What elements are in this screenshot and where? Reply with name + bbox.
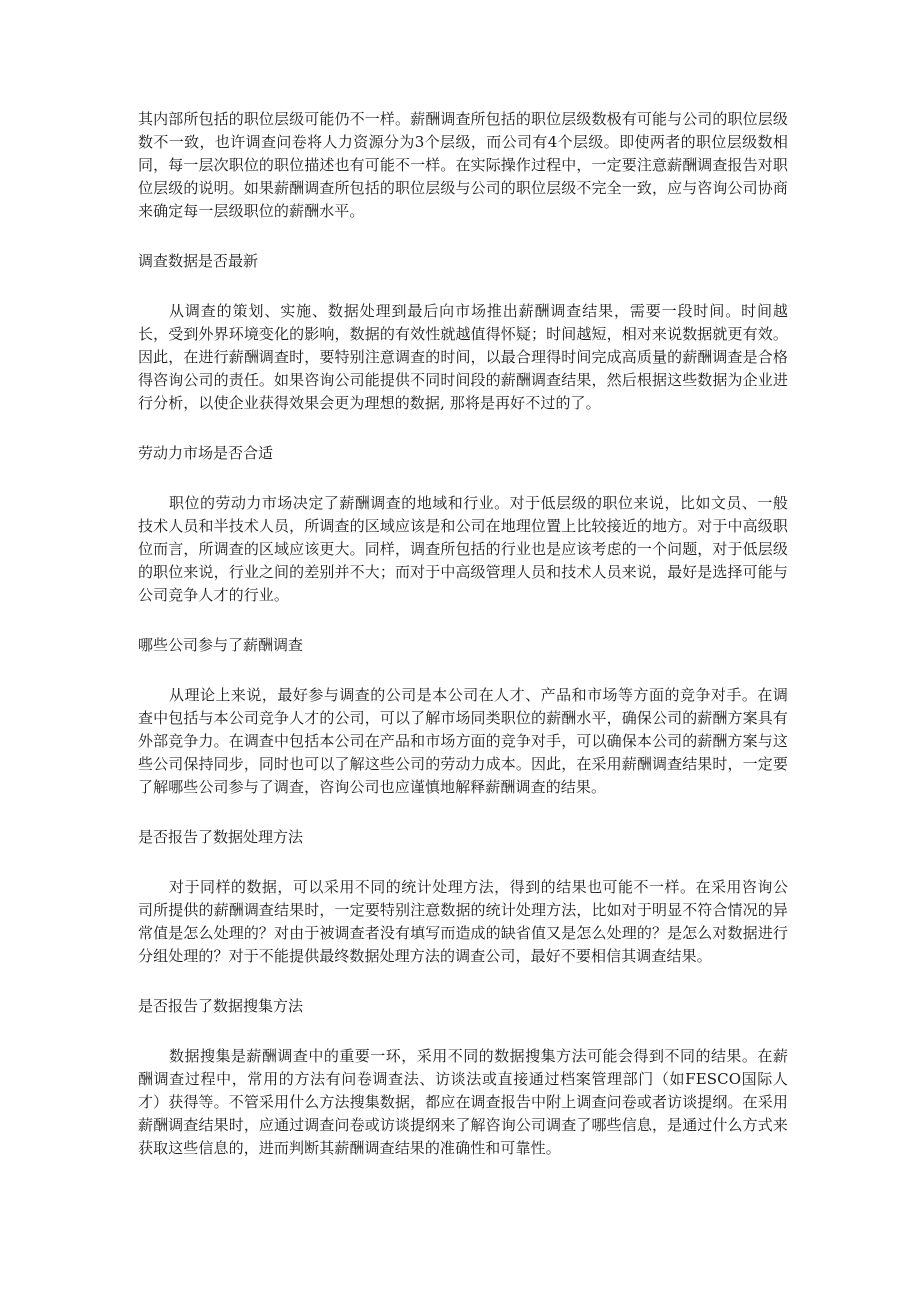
spacer [138,607,788,634]
section-body-labor-market: 职位的劳动力市场决定了薪酬调查的地域和行业。对于低层级的职位来说，比如文员、一般技术人员和半技术人员，所调查的区域应该是和公司在地理位置上比较接近的地方。对于中高级职位而言，所调查的区域应该更大。同样，调查所包括的行业也是应该考虑的一个问题，对于低层级的职位来说，行业之间的差别并不大；而对于中高级管理人员和技术人员来说，最好是选择可能与公司竞争人才的行业。 [138,494,788,604]
spacer [138,465,788,492]
section-heading-data-collection: 是否报告了数据搜集方法 [138,997,304,1015]
spacer [138,799,788,826]
spacer [138,657,788,684]
intro-paragraph: 其内部所包括的职位层级可能仍不一样。薪酬调查所包括的职位层级数极有可能与公司的职位层级数不一致，也许调查问卷将人力资源分为3个层级，而公司有4个层级。即使两者的职位层级数相同，每一层次职位的职位描述也有可能不一样。在实际操作过程中，一定要注意薪酬调查报告对职位层级的说明。如果薪酬调查所包括的职位层级与公司的职位层级不完全一致，应与咨询公司协商来确定每一层级职位的薪酬水平。 [138,110,788,220]
section-heading-data-processing: 是否报告了数据处理方法 [138,828,304,846]
spacer [138,273,788,300]
section-heading-data-currency: 调查数据是否最新 [138,252,259,270]
spacer [138,849,788,876]
document-page [138,108,788,1160]
spacer [138,1018,788,1045]
section-body-participating-companies: 从理论上来说，最好参与调查的公司是本公司在人才、产品和市场等方面的竞争对手。在调查中包括与本公司竞争人才的公司，可以了解市场同类职位的薪酬水平，确保公司的薪酬方案具有外部竞争力。在调查中包括本公司在产品和市场方面的竞争对手，可以确保本公司的薪酬方案与这些公司保持同步，同时也可以了解这些公司的劳动力成本。因此，在采用薪酬调查结果时，一定要了解哪些公司参与了调查，咨询公司也应谨慎地解释薪酬调查的结果。 [138,686,788,796]
spacer [138,415,788,442]
section-body-data-processing: 对于同样的数据，可以采用不同的统计处理方法，得到的结果也可能不一样。在采用咨询公司所提供的薪酬调查结果时，一定要特别注意数据的统计处理方法，比如对于明显不符合情况的异常值是怎么处理的？对由于被调查者没有填写而造成的缺省值又是怎么处理的？是怎么对数据进行分组处理的？对于不能提供最终数据处理方法的调查公司，最好不要相信其调查结果。 [138,878,788,965]
section-body-data-collection: 数据搜集是薪酬调查中的重要一环，采用不同的数据搜集方法可能会得到不同的结果。在薪酬调查过程中，常用的方法有问卷调查法、访谈法或直接通过档案管理部门（如FESCO国际人才）获得等。不管采用什么方法搜集数据，都应在调查报告中附上调查问卷或者访谈提纲。在采用薪酬调查结果时，应通过调查问卷或访谈提纲来了解咨询公司调查了哪些信息，是通过什么方式来获取这些信息的，进而判断其薪酬调查结果的准确性和可靠性。 [138,1047,788,1157]
section-heading-labor-market: 劳动力市场是否合适 [138,444,274,462]
spacer [138,968,788,995]
section-heading-participating-companies: 哪些公司参与了薪酬调查 [138,636,304,654]
spacer [138,223,788,250]
section-body-data-currency: 从调查的策划、实施、数据处理到最后向市场推出薪酬调查结果，需要一段时间。时间越长，受到外界环境变化的影响，数据的有效性就越值得怀疑；时间越短，相对来说数据就更有效。因此，在进行薪酬调查时，要特别注意调查的时间，以最合理得时间完成高质量的薪酬调查是合格得咨询公司的责任。如果咨询公司能提供不同时间段的薪酬调查结果，然后根据这些数据为企业进行分析，以使企业获得效果会更为理想的数据, 那将是再好不过的了。 [138,302,788,412]
